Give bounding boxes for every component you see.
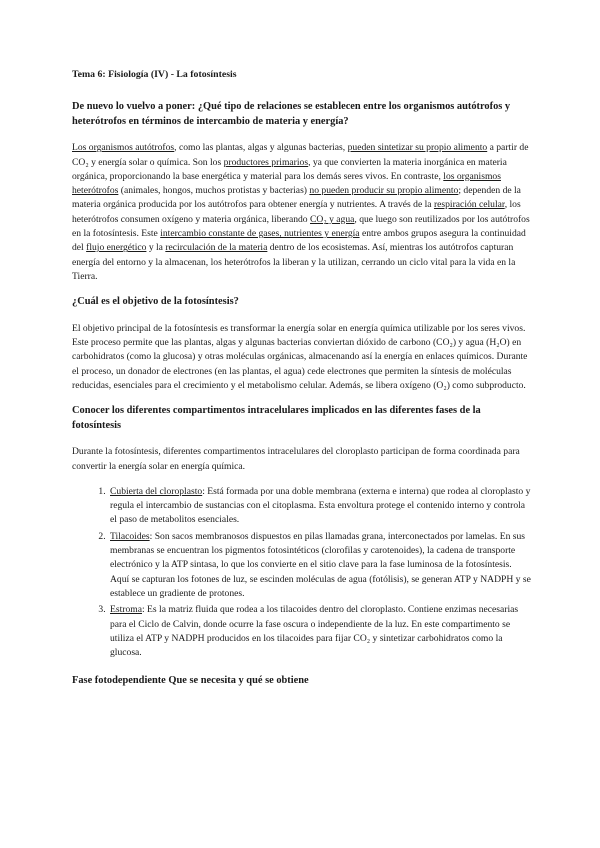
document-title: Tema 6: Fisiología (IV) - La fotosíntesis (72, 69, 237, 80)
underlined-term: CO₂ y agua (310, 213, 355, 225)
underlined-term: los organismos heterótrofos (72, 170, 501, 197)
list-item-term: Estroma (110, 604, 142, 616)
section-heading-fase-fotodependiente: Fase fotodependiente Que se necesita y qué se obtiene (72, 675, 309, 687)
list-item (108, 603, 532, 660)
paragraph-compartimentos-intro: Durante la fotosíntesis, diferentes compartimentos intracelulares del cloroplasto participan de forma coordinada para convertir la energía solar en energía química. (72, 446, 520, 472)
list-item (108, 530, 532, 601)
underlined-term: flujo energético (86, 242, 147, 254)
list-item-term: Tilacoides (110, 530, 150, 542)
underlined-term: productores primarios (223, 156, 309, 168)
list-item-text: : Es la matriz fluida que rodea a los tilacoides dentro del cloroplasto. Contiene enzimas necesarias para el Ciclo de Calvin, donde ocurre la fase oscura o independiente de la luz. En este compartimento se utiliza el ATP y NADPH producidos en los tilacoides para fijar CO₂ y sintetizar carbohidratos como la glucosa. (110, 604, 519, 659)
underlined-term: no pueden producir su propio alimento (309, 185, 459, 197)
paragraph-relaciones: Los organismos autótrofos, como las plantas, algas y algunas bacterias, pueden sintetizar su propio alimento a partir de CO₂ y energía solar o química. Son los productores primarios, ya que convierten la materia inorgánica en materia orgánica, proporcionando la base energética y material para los demás seres vivos. En contraste, los organismos heterótrofos (animales, hongos, muchos protistas y bacterias) no pueden producir su propio alimento; dependen de la materia orgánica producida por los autótrofos para obtener energía y nutrientes. A través de la respiración celular, los heterótrofos consumen oxígeno y materia orgánica, liberando CO₂ y agua, que luego son reutilizados por los autótrofos en la fotosíntesis. Este intercambio constante de gases, nutrientes y energía entre ambos grupos asegura la continuidad del flujo energético y la recirculación de la materia dentro de los ecosistemas. Así, mientras los autótrofos capturan energía del entorno y la almacenan, los heterótrofos la liberan y la utilizan, cerrando un ciclo vital para la vida en la Tierra. (72, 142, 530, 282)
document-page (72, 68, 532, 701)
underlined-term: respiración celular (433, 199, 505, 211)
underlined-term: recirculación de la materia (165, 242, 268, 254)
paragraph-objetivo: El objetivo principal de la fotosíntesis es transformar la energía solar en energía química utilizable por los seres vivos. Este proceso permite que las plantas, algas y algunas bacterias conviertan dióxido de carbono (CO₂) y agua (H₂O) en carbohidratos (como la glucosa) y otras moléculas orgánicas, almacenando así la energía en enlaces químicos. Durante el proceso, un donador de electrones (en las plantas, el agua) cede electrones que permiten la síntesis de moléculas reducidas, esenciales para el crecimiento y el metabolismo celular. Además, se libera oxígeno (O₂) como subproducto. (72, 322, 528, 391)
underlined-term: Los organismos autótrofos (72, 142, 175, 154)
list-item-term: Cubierta del cloroplasto (110, 485, 203, 497)
section-heading-relaciones: De nuevo lo vuelvo a poner: ¿Qué tipo de relaciones se establecen entre los organismos autótrofos y heterótrofos en términos de intercambio de materia y energía? (72, 101, 511, 127)
section-heading-objetivo: ¿Cuál es el objetivo de la fotosíntesis? (72, 296, 239, 308)
section-heading-compartimentos: Conocer los diferentes compartimentos intracelulares implicados en las diferentes fases de la fotosíntesis (72, 405, 481, 431)
underlined-term: intercambio constante de gases, nutrientes y energía (160, 228, 360, 240)
underlined-term: pueden sintetizar su propio alimento (347, 142, 488, 154)
list-item-text: : Son sacos membranosos dispuestos en pilas llamadas grana, interconectados por lamelas. En sus membranas se encuentran los pigmentos fotosintéticos (clorofilas y carotenoides), la cadena de transporte electrónico y la ATP sintasa, lo que los convierte en el sitio clave para la fase luminosa de la fotosíntesis. Aquí se capturan los fotones de luz, se escinden moléculas de agua (fotólisis), se generan ATP y NADPH y se establece un gradiente de protones. (110, 530, 531, 599)
compartimentos-list (72, 485, 532, 661)
list-item (108, 485, 532, 528)
list-item-text: : Está formada por una doble membrana (externa e interna) que rodea al cloroplasto y regula el intercambio de sustancias con el citoplasma. Esta envoltura protege el contenido interno y controla el paso de metabolitos esenciales. (110, 485, 531, 526)
